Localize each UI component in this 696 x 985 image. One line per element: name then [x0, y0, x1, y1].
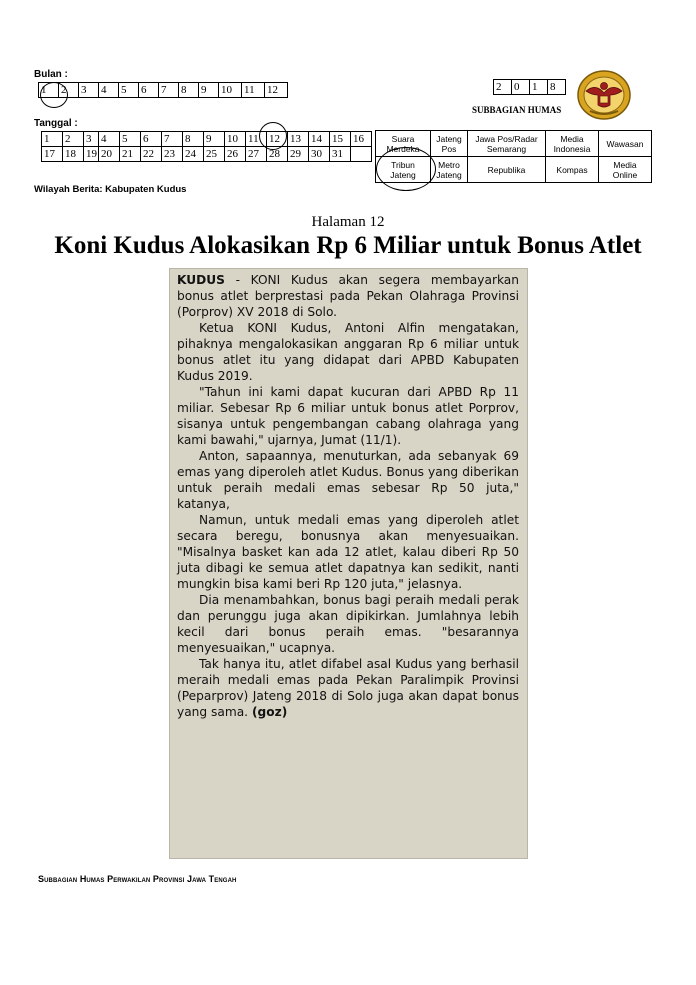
date-cell: 11	[246, 132, 267, 147]
month-cell: 5	[119, 83, 139, 98]
date-cell: 1	[42, 132, 63, 147]
date-cell: 2	[63, 132, 84, 147]
tanggal-label: Tanggal :	[34, 118, 78, 129]
article-paragraph: Dia menambahkan, bonus bagi peraih medali perak dan perunggu juga akan dipikirkan. Jumlahnya lebih kecil dari bonus peraih emas. "besarannya menyesuaikan," ucapnya.	[177, 593, 519, 655]
date-cell: 28	[267, 147, 288, 162]
date-cell	[351, 147, 372, 162]
date-table	[41, 131, 372, 162]
media-metro-jateng: Metro Jateng	[431, 157, 468, 183]
month-cell: 8	[179, 83, 199, 98]
garuda-emblem-icon	[576, 69, 632, 121]
month-cell: 7	[159, 83, 179, 98]
date-cell: 15	[330, 132, 351, 147]
region-label: Wilayah Berita: Kabupaten Kudus	[34, 184, 187, 195]
date-cell: 6	[141, 132, 162, 147]
date-cell: 30	[309, 147, 330, 162]
date-cell: 4	[99, 132, 120, 147]
month-cell: 2	[59, 83, 79, 98]
date-cell: 27	[246, 147, 267, 162]
year-table	[493, 79, 566, 95]
year-digit: 1	[530, 80, 548, 95]
date-cell: 24	[183, 147, 204, 162]
article-body	[177, 272, 519, 720]
date-cell: 22	[141, 147, 162, 162]
byline: (goz)	[251, 705, 288, 719]
date-cell: 9	[204, 132, 225, 147]
media-tribun-jateng: Tribun Jateng	[376, 157, 431, 183]
date-cell: 21	[120, 147, 141, 162]
month-cell: 4	[99, 83, 119, 98]
media-indonesia: Media Indonesia	[546, 131, 599, 157]
date-cell: 3	[84, 132, 99, 147]
office-label: SUBBAGIAN HUMAS	[472, 105, 562, 115]
month-table	[38, 82, 288, 98]
date-cell: 23	[162, 147, 183, 162]
media-republika: Republika	[468, 157, 546, 183]
date-cell: 18	[63, 147, 84, 162]
article-paragraph: Anton, sapaannya, menuturkan, ada sebanyak 69 emas yang diperoleh atlet Kudus. Bonus yang diberikan untuk peraih medali emas sebesar Rp 50 juta," katanya,	[177, 449, 519, 511]
media-online: Media Online	[599, 157, 652, 183]
month-cell: 1	[39, 83, 59, 98]
date-cell: 8	[183, 132, 204, 147]
date-cell: 7	[162, 132, 183, 147]
selected-date-circle	[259, 122, 287, 150]
month-cell: 11	[242, 83, 265, 98]
month-cell: 12	[265, 83, 288, 98]
article-paragraph: "Tahun ini kami dapat kucuran dari APBD Rp 11 miliar. Sebesar Rp 6 miliar untuk bonus atlet Porprov, sisanya untuk pengembangan cabang olahraga yang kami bawahi," ujarnya, Jumat (11/1).	[177, 385, 519, 447]
selected-media-circle	[376, 147, 436, 191]
media-jateng-pos: Jateng Pos	[431, 131, 468, 157]
news-clipping	[169, 268, 528, 859]
headline: Koni Kudus Alokasikan Rp 6 Miliar untuk Bonus Atlet	[54, 232, 642, 259]
bulan-label: Bulan :	[34, 69, 68, 80]
month-cell: 6	[139, 83, 159, 98]
date-cell: 19	[84, 147, 99, 162]
month-cell: 3	[79, 83, 99, 98]
date-cell: 20	[99, 147, 120, 162]
month-cell: 9	[199, 83, 219, 98]
media-suara-merdeka: Suara Merdeka	[376, 131, 431, 157]
month-cell: 10	[219, 83, 242, 98]
date-cell: 14	[309, 132, 330, 147]
date-cell: 17	[42, 147, 63, 162]
date-cell: 31	[330, 147, 351, 162]
article-paragraph: Ketua KONI Kudus, Antoni Alfin mengatakan, pihaknya mengalokasikan anggaran Rp 6 miliar untuk bonus atlet itu yang didapat dari APBD Kabupaten Kudus 2019.	[177, 321, 519, 383]
article-paragraph: KUDUS - KONI Kudus akan segera membayarkan bonus atlet berprestasi pada Pekan Olahraga Provinsi (Porprov) XV 2018 di Solo.	[177, 273, 519, 319]
date-cell: 13	[288, 132, 309, 147]
date-cell: 5	[120, 132, 141, 147]
year-digit: 8	[548, 80, 566, 95]
dateline: KUDUS	[177, 273, 225, 287]
selected-month-circle	[40, 82, 68, 108]
media-wawasan: Wawasan	[599, 131, 652, 157]
date-cell: 12	[267, 132, 288, 147]
date-cell: 16	[351, 132, 372, 147]
date-cell: 29	[288, 147, 309, 162]
date-cell: 26	[225, 147, 246, 162]
year-digit: 0	[512, 80, 530, 95]
article-paragraph: Tak hanya itu, atlet difabel asal Kudus yang berhasil meraih medali emas pada Pekan Paralimpik Provinsi (Peparprov) Jateng 2018 di Solo juga akan dapat bonus yang sama. (goz)	[177, 657, 519, 719]
article-paragraph: Namun, untuk medali emas yang diperoleh atlet secara beregu, bonusnya akan menyesuaikan. "Misalnya basket kan ada 12 atlet, kalau diberi Rp 50 juta dibagi ke semua atlet dapatnya kan sedikit, nanti mungkin bisa kami beri Rp 120 juta," jelasnya.	[177, 513, 519, 591]
page-number-label: Halaman 12	[311, 214, 385, 230]
media-jawa-pos: Jawa Pos/Radar Semarang	[468, 131, 546, 157]
footer-office: Subbagian Humas Perwakilan Provinsi Jawa Tengah	[38, 874, 237, 884]
date-cell: 25	[204, 147, 225, 162]
media-kompas: Kompas	[546, 157, 599, 183]
date-cell: 10	[225, 132, 246, 147]
year-digit: 2	[494, 80, 512, 95]
